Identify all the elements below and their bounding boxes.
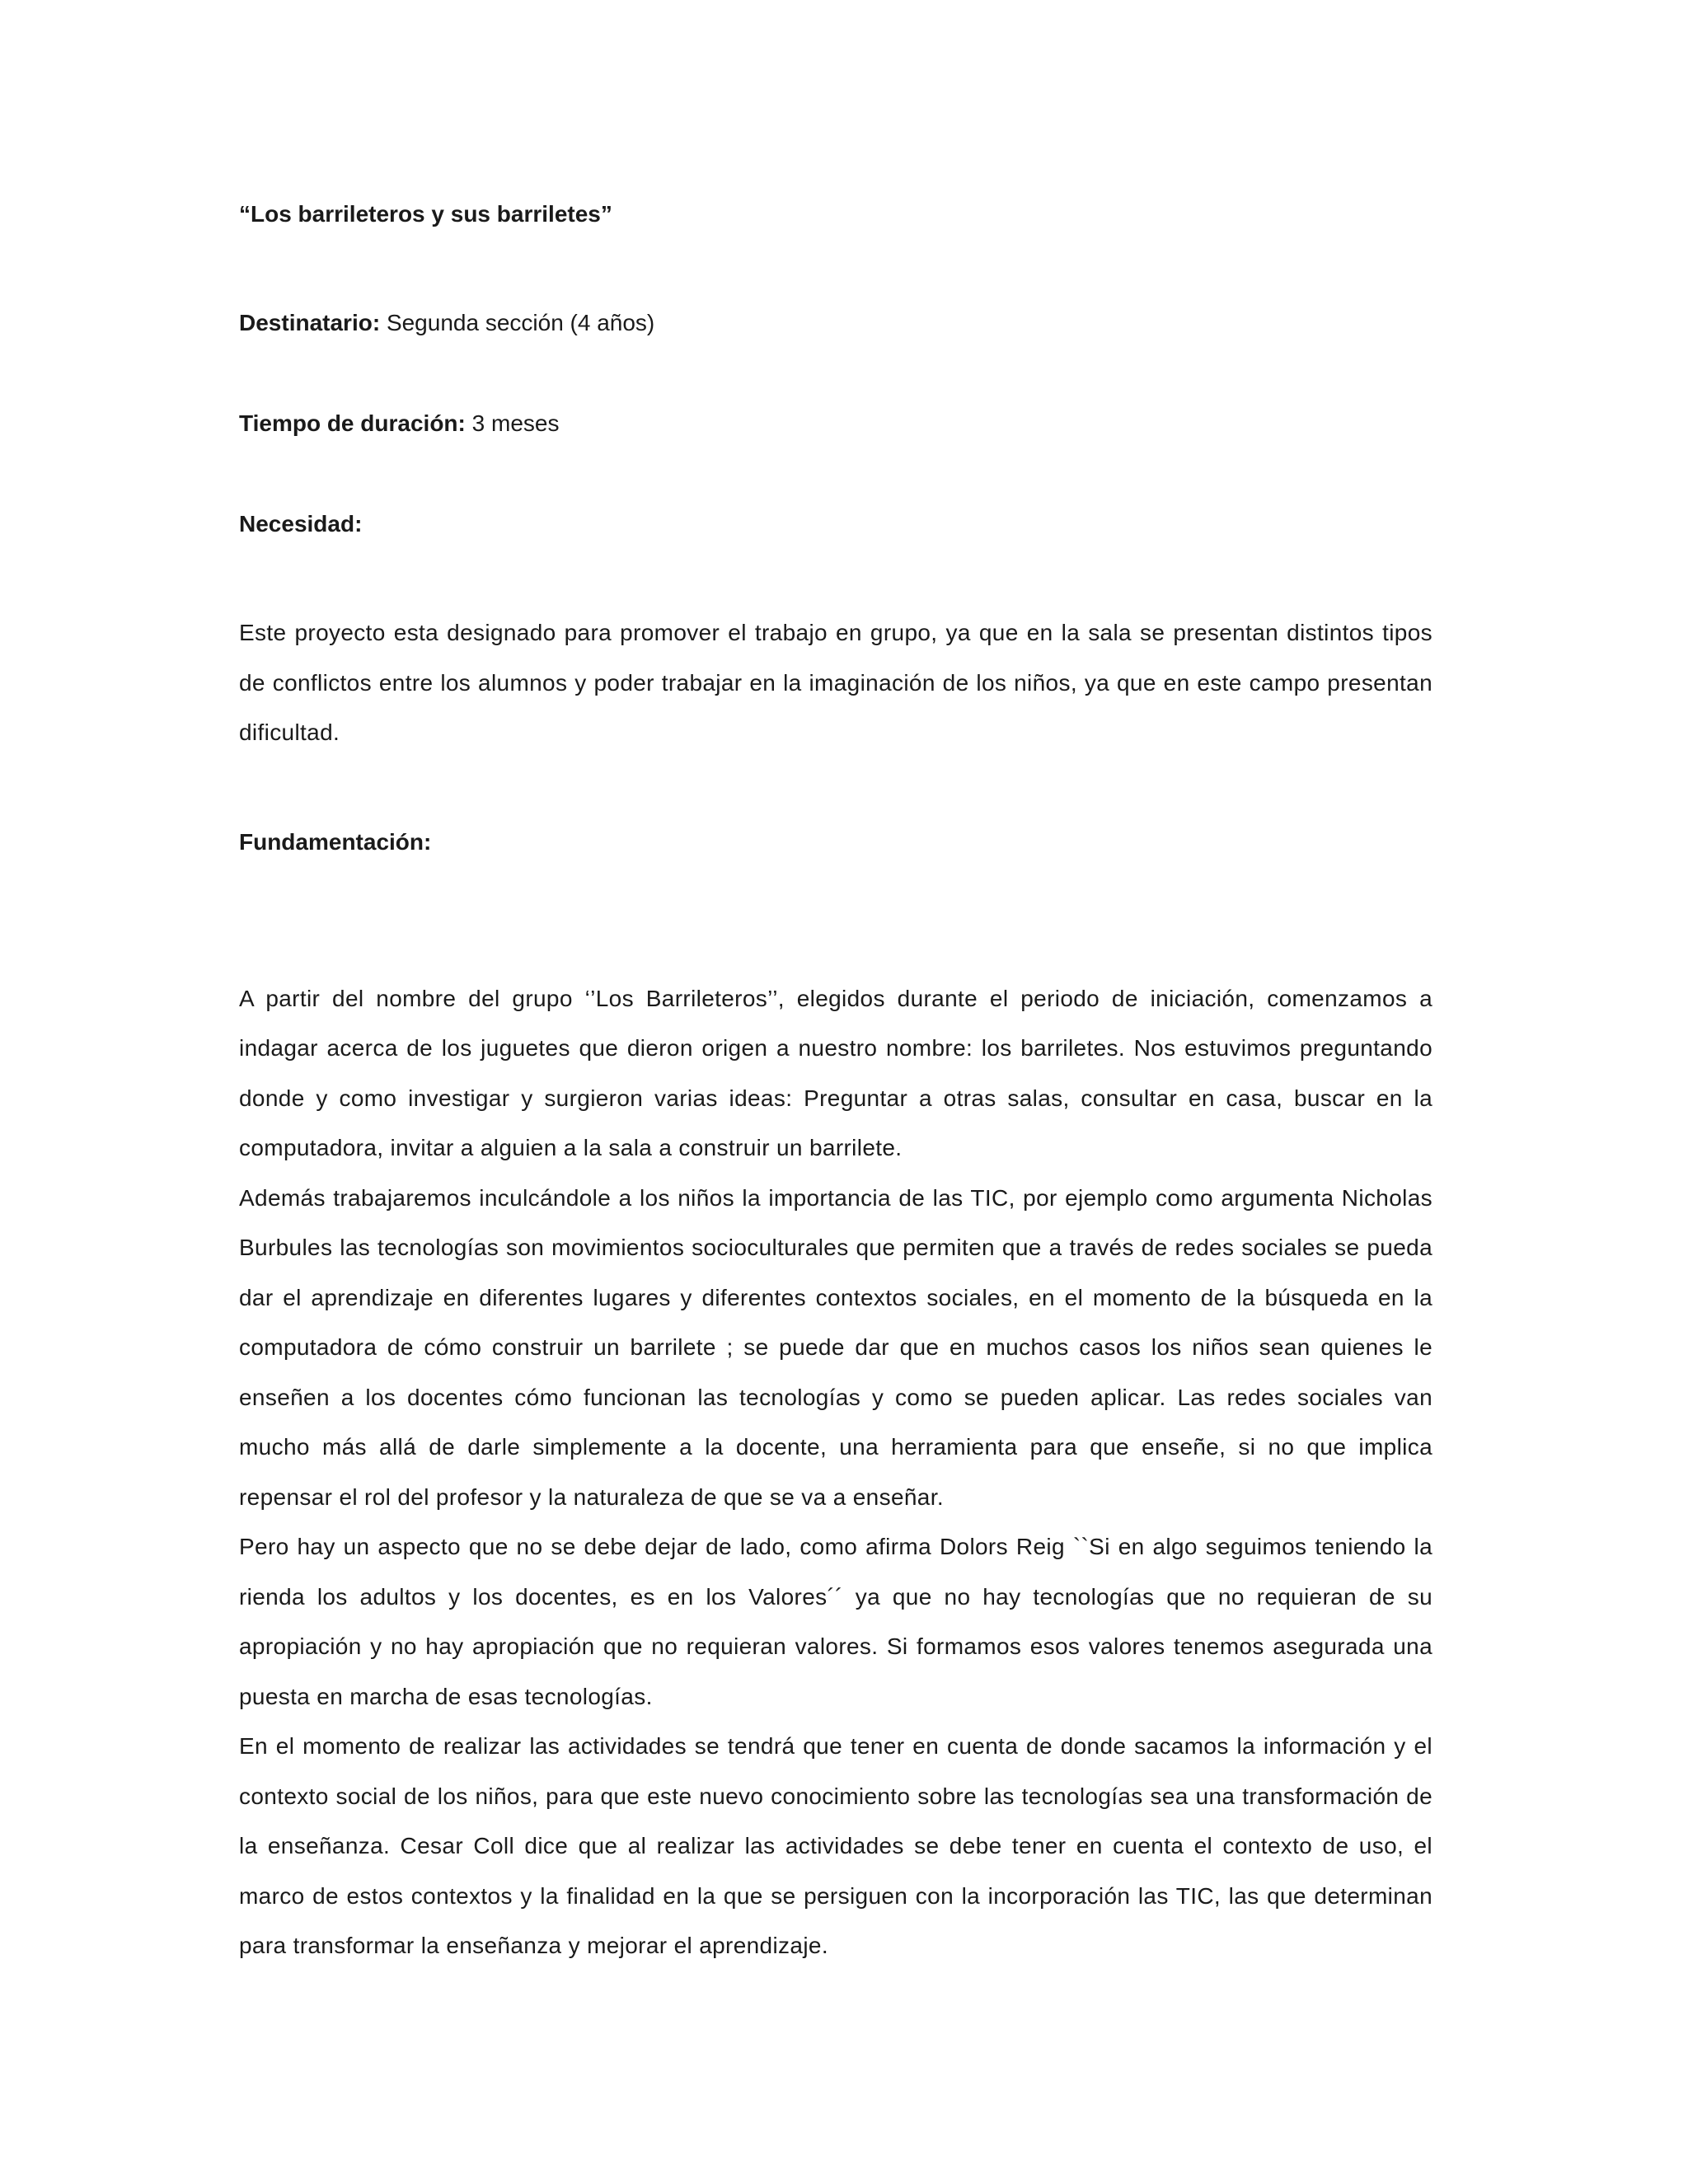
fundamentacion-heading: Fundamentación: [239, 828, 432, 855]
duracion-label: Tiempo de duración: [239, 410, 466, 436]
fundamentacion-paragraph-3: Pero hay un aspecto que no se debe dejar de lado, como afirma Dolors Reig ``Si en algo seguimos teniendo la rienda los adultos y los docentes, es en los Valores´´ ya que no hay tecnologías que no requieran de su apropiación y no hay apropiación que no requieran valores. Si formamos esos valores tenemos asegurada una puesta en marcha de esas tecnologías. [239, 1534, 1432, 1709]
fundamentacion-paragraph-1: A partir del nombre del grupo ‘’Los Barrileteros’’, elegidos durante el periodo de iniciación, comenzamos a indagar acerca de los juguetes que dieron origen a nuestro nombre: los barriletes. Nos estuvimos preguntando donde y como investigar y surgieron varias ideas: Preguntar a otras salas, consultar en casa, buscar en la computadora, invitar a alguien a la sala a construir un barrilete. [239, 985, 1432, 1160]
fundamentacion-paragraph-4: En el momento de realizar las actividades se tendrá que tener en cuenta de donde sacamos la información y el contexto social de los niños, para que este nuevo conocimiento sobre las tecnologías sea una transformación de la enseñanza. Cesar Coll dice que al realizar las actividades se debe tener en cuenta el contexto de uso, el marco de estos contextos y la finalidad en la que se persiguen con la incorporación las TIC, las que determinan para transformar la enseñanza y mejorar el aprendizaje. [239, 1733, 1432, 1958]
duracion-value: 3 meses [471, 410, 560, 436]
destinatario-label: Destinatario: [239, 310, 381, 335]
destinatario-value: Segunda sección (4 años) [386, 310, 655, 335]
necesidad-paragraph: Este proyecto esta designado para promover el trabajo en grupo, ya que en la sala se presentan distintos tipos de conflictos entre los alumnos y poder trabajar en la imaginación de los niños, ya que en este campo presentan dificultad. [239, 620, 1432, 745]
fundamentacion-paragraph-2: Además trabajaremos inculcándole a los niños la importancia de las TIC, por ejemplo como argumenta Nicholas Burbules las tecnologías son movimientos socioculturales que permiten que a través de redes sociales se pueda dar el aprendizaje en diferentes lugares y diferentes contextos sociales, en el momento de la búsqueda en la computadora de cómo construir un barrilete ; se puede dar que en muchos casos los niños sean quienes le enseñen a los docentes cómo funcionan las tecnologías y como se pueden aplicar. Las redes sociales van mucho más allá de darle simplemente a la docente, una herramienta para que enseñe, si no que implica repensar el rol del profesor y la naturaleza de que se va a enseñar. [239, 1184, 1432, 1510]
duracion-field [239, 407, 1432, 440]
document-body [239, 198, 1432, 1971]
document-title: “Los barrileteros y sus barriletes” [239, 201, 612, 227]
necesidad-heading: Necesidad: [239, 511, 363, 537]
destinatario-field [239, 307, 1432, 340]
